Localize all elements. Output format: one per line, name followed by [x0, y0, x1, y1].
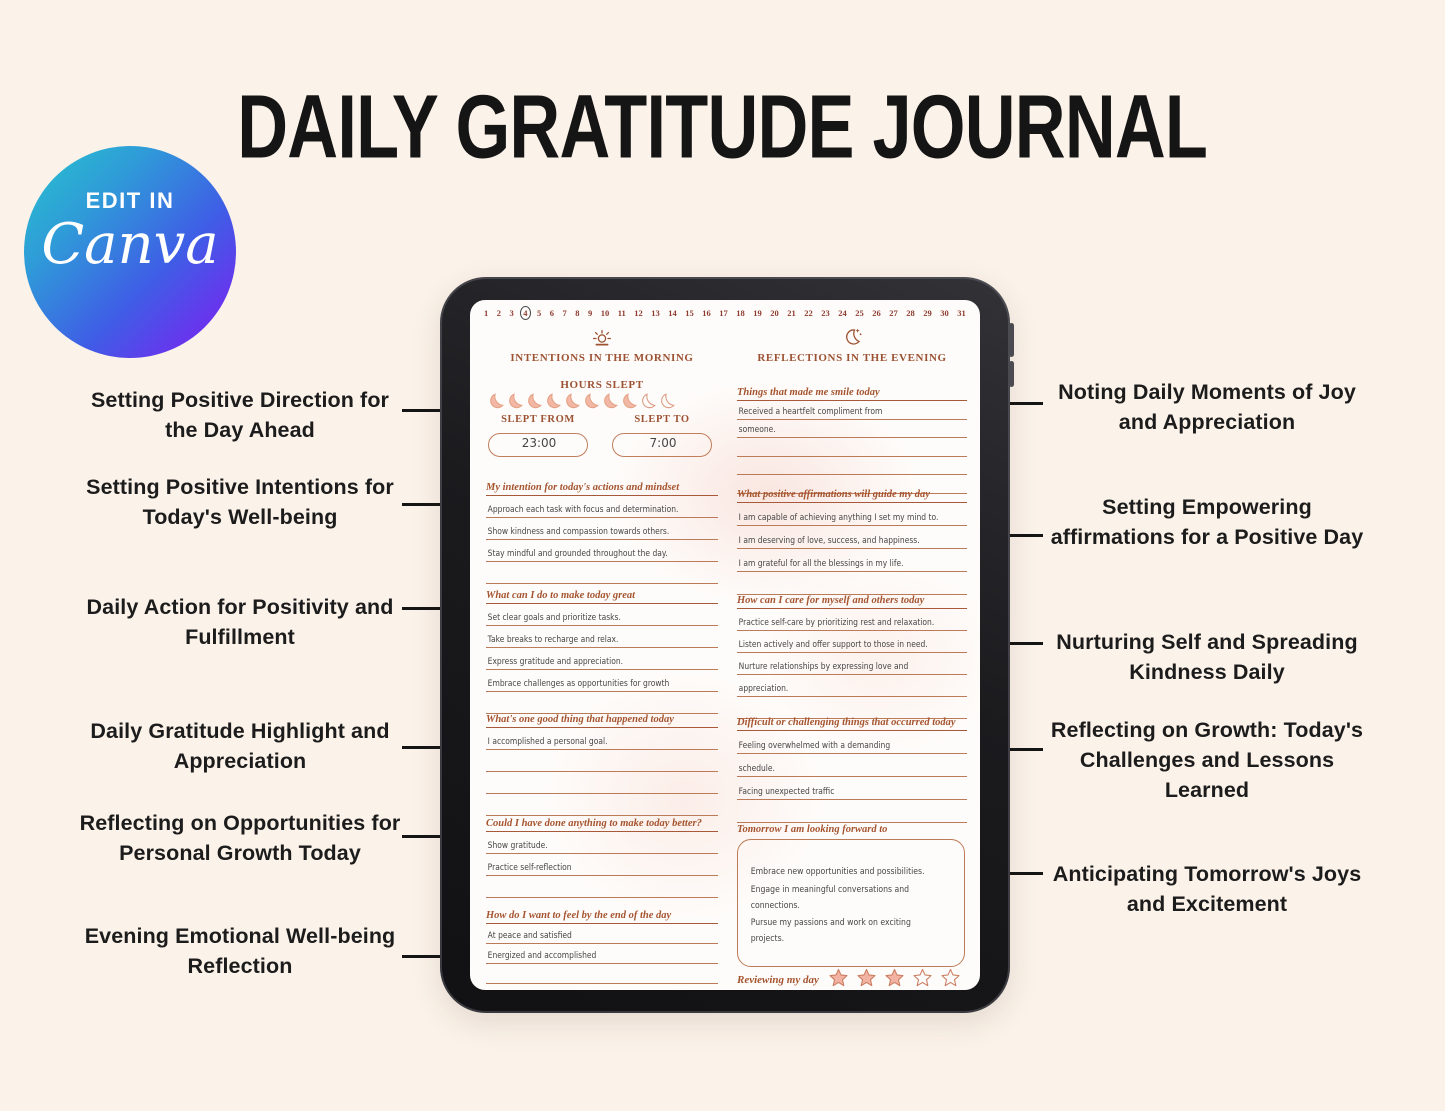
handwritten-entry: Received a heartfelt compliment from — [738, 406, 883, 417]
section-title: My intention for today's actions and mindset — [486, 482, 718, 496]
date-number[interactable]: 24 — [838, 308, 847, 318]
handwritten-entry: Approach each task with focus and determination. — [487, 505, 679, 516]
annotation-smile-today: Noting Daily Moments of Joy and Appreciation — [1058, 380, 1356, 434]
date-number[interactable]: 15 — [685, 308, 694, 318]
annotation-challenges: Reflecting on Growth: Today's Challenges and Lessons Learned — [1050, 718, 1364, 802]
ruled-line-field[interactable] — [737, 438, 967, 457]
ruled-line-field[interactable] — [737, 457, 967, 476]
date-number[interactable]: 9 — [588, 308, 593, 318]
sleep-moon-icon[interactable] — [526, 393, 543, 415]
star-icon[interactable] — [885, 968, 904, 990]
date-number[interactable]: 21 — [787, 308, 796, 318]
date-number[interactable]: 25 — [855, 308, 864, 318]
handwritten-entry: Practice self-care by prioritizing rest and relaxation. — [738, 618, 935, 629]
sleep-times — [488, 414, 712, 457]
section-title: How do I want to feel by the end of the day — [486, 910, 718, 924]
annotation-morning-header: Setting Positive Direction for the Day Ahead — [90, 388, 390, 442]
journal-section — [486, 590, 718, 714]
handwritten-entry: Set clear goals and prioritize tasks. — [487, 613, 621, 624]
date-number[interactable]: 16 — [702, 308, 711, 318]
ruled-line-field[interactable] — [486, 964, 718, 984]
handwritten-entry: Embrace challenges as opportunities for growth — [487, 679, 670, 690]
section-title: How can I care for myself and others today — [737, 595, 967, 609]
edit-in-canva-badge[interactable] — [24, 146, 236, 358]
day-rating — [829, 968, 960, 990]
sleep-moon-icon[interactable] — [545, 393, 562, 415]
handwritten-entry: Facing unexpected traffic — [738, 787, 835, 798]
ruled-line-field[interactable] — [737, 526, 967, 549]
slept-from-field[interactable] — [488, 433, 588, 457]
sleep-moon-icon[interactable] — [583, 393, 600, 415]
star-icon[interactable] — [913, 968, 932, 990]
date-number[interactable]: 5 — [537, 308, 542, 318]
date-number[interactable]: 14 — [668, 308, 677, 318]
ruled-line-field[interactable] — [737, 754, 967, 777]
ruled-line-field[interactable] — [737, 697, 967, 719]
ruled-line-field[interactable] — [737, 549, 967, 572]
journal-section — [486, 714, 718, 816]
ruled-line-field[interactable] — [486, 794, 718, 816]
ruled-line-field[interactable] — [486, 626, 718, 648]
reviewing-my-day-label: Reviewing my day — [737, 974, 819, 986]
handwritten-entry: Pursue my passions and work on exciting projects. — [750, 918, 911, 944]
handwritten-entry: Express gratitude and appreciation. — [487, 657, 624, 668]
ruled-line-field[interactable] — [737, 631, 967, 653]
handwritten-entry: schedule. — [738, 764, 775, 775]
handwritten-entry: I am grateful for all the blessings in my life. — [738, 559, 904, 570]
ruled-line-field[interactable] — [486, 562, 718, 584]
tablet-volume-button — [1009, 361, 1014, 387]
section-title: What can I do to make today great — [486, 590, 718, 604]
sunrise-icon — [591, 328, 613, 355]
hours-slept-label: HOURS SLEPT — [560, 379, 644, 391]
ruled-line-field[interactable] — [486, 854, 718, 876]
ruled-line-field[interactable] — [486, 944, 718, 964]
handwritten-entry: Engage in meaningful conversations and connections. — [750, 884, 910, 911]
journal-section — [737, 717, 967, 823]
moon-stars-icon — [841, 326, 863, 353]
sleep-moon-icon[interactable] — [564, 393, 581, 415]
ruled-line-field[interactable] — [486, 772, 718, 794]
annotation-do-better: Reflecting on Opportunities for Personal Growth Today — [79, 811, 401, 865]
sleep-moon-icon[interactable] — [507, 393, 524, 415]
handwritten-entry: Nurture relationships by expressing love and — [738, 662, 909, 673]
tablet-volume-button — [1009, 323, 1014, 357]
handwritten-entry: Show gratitude. — [487, 841, 548, 852]
ruled-line-field[interactable] — [486, 924, 718, 944]
date-number[interactable]: 19 — [753, 308, 762, 318]
journal-section — [737, 489, 967, 595]
ruled-line-field[interactable] — [486, 750, 718, 772]
morning-header: INTENTIONS IN THE MORNING — [510, 352, 694, 364]
section-title: Could I have done anything to make today better? — [486, 818, 718, 832]
star-icon[interactable] — [941, 968, 960, 990]
ruled-line-field[interactable] — [486, 728, 718, 750]
annotation-make-today-great: Daily Action for Positivity and Fulfillment — [86, 595, 394, 649]
ruled-line-field[interactable] — [737, 401, 967, 420]
ruled-line-field[interactable] — [737, 800, 967, 823]
annotation-self-care: Nurturing Self and Spreading Kindness Daily — [1056, 630, 1358, 684]
ruled-line-field[interactable] — [737, 572, 967, 595]
ruled-line-field[interactable] — [486, 692, 718, 714]
handwritten-entry: Practice self-reflection — [487, 863, 572, 874]
evening-column — [737, 300, 967, 990]
tablet-mockup — [440, 277, 1010, 1013]
ruled-line-field[interactable] — [486, 540, 718, 562]
tomorrow-box-field[interactable] — [737, 839, 965, 967]
slept-to-label: SLEPT TO — [634, 414, 690, 425]
journal-section — [737, 824, 967, 944]
ruled-line-field[interactable] — [486, 984, 718, 990]
slept-to-field[interactable] — [612, 433, 712, 457]
ruled-line-field[interactable] — [737, 420, 967, 439]
section-title: Things that made me smile today — [737, 387, 967, 401]
annotation-tomorrow: Anticipating Tomorrow's Joys and Excitement — [1052, 862, 1362, 916]
ruled-line-field[interactable] — [486, 670, 718, 692]
date-number[interactable]: 27 — [889, 308, 898, 318]
date-number[interactable]: 10 — [600, 308, 610, 318]
star-icon[interactable] — [857, 968, 876, 990]
section-title: Difficult or challenging things that occurred today — [737, 717, 967, 731]
date-number[interactable]: 18 — [736, 308, 745, 318]
journal-section — [486, 482, 718, 584]
annotation-good-thing: Daily Gratitude Highlight and Appreciation — [90, 719, 390, 773]
date-number[interactable]: 20 — [770, 308, 779, 318]
handwritten-entry: I am deserving of love, success, and happiness. — [738, 536, 920, 547]
ruled-line-field[interactable] — [737, 777, 967, 800]
sleep-moon-icon[interactable] — [640, 393, 657, 415]
date-number[interactable]: 12 — [634, 308, 643, 318]
journal-section — [737, 595, 967, 719]
handwritten-entry: Take breaks to recharge and relax. — [487, 635, 619, 646]
date-number[interactable]: 3 — [509, 308, 514, 318]
section-title: What positive affirmations will guide my day — [737, 489, 967, 503]
canva-logo: Canva — [41, 212, 219, 277]
date-number[interactable]: 23 — [821, 308, 830, 318]
handwritten-entry: Show kindness and compassion towards others. — [487, 527, 670, 538]
handwritten-entry: appreciation. — [738, 684, 789, 695]
handwritten-entry: At peace and satisfied — [487, 931, 572, 942]
journal-screen — [470, 300, 980, 990]
ruled-line-field[interactable] — [486, 518, 718, 540]
date-number[interactable]: 13 — [651, 308, 660, 318]
date-number[interactable]: 4 — [520, 306, 531, 320]
ruled-line-field[interactable] — [486, 876, 718, 898]
handwritten-entry: Feeling overwhelmed with a demanding — [738, 741, 891, 752]
slept-to-value: 7:00 — [649, 436, 677, 451]
date-number[interactable]: 26 — [872, 308, 881, 318]
sleep-moon-icon[interactable] — [488, 393, 505, 415]
date-number[interactable]: 29 — [923, 308, 932, 318]
date-number[interactable]: 30 — [940, 308, 949, 318]
date-number[interactable]: 22 — [804, 308, 813, 318]
date-number[interactable]: 6 — [549, 308, 554, 318]
journal-section — [737, 387, 967, 494]
handwritten-entry: Embrace new opportunities and possibilities. — [750, 867, 925, 877]
ruled-line-field[interactable] — [737, 653, 967, 675]
date-number[interactable]: 11 — [617, 308, 626, 318]
date-number[interactable]: 8 — [575, 308, 580, 318]
sleep-moon-icon[interactable] — [602, 393, 619, 415]
section-title: Tomorrow I am looking forward to — [737, 824, 888, 835]
star-icon[interactable] — [829, 968, 848, 990]
sleep-moon-icon[interactable] — [621, 393, 638, 415]
section-title: What's one good thing that happened today — [486, 714, 718, 728]
ruled-line-field[interactable] — [737, 609, 967, 631]
date-number[interactable]: 2 — [496, 308, 501, 318]
annotation-end-of-day-feeling: Evening Emotional Well-being Reflection — [84, 924, 396, 978]
handwritten-entry: Stay mindful and grounded throughout the day. — [487, 549, 668, 560]
handwritten-entry: I accomplished a personal goal. — [487, 737, 608, 748]
date-number[interactable]: 1 — [484, 308, 489, 318]
handwritten-entry: someone. — [738, 425, 776, 436]
date-number[interactable]: 28 — [906, 308, 915, 318]
journal-section — [486, 818, 718, 898]
evening-header: REFLECTIONS IN THE EVENING — [757, 352, 947, 364]
hours-slept-tracker — [488, 393, 676, 415]
handwritten-entry: Listen actively and offer support to those in need. — [738, 640, 928, 651]
annotation-affirmations: Setting Empowering affirmations for a Positive Day — [1050, 495, 1364, 549]
ruled-line-field[interactable] — [486, 496, 718, 518]
ruled-line-field[interactable] — [486, 604, 718, 626]
review-row — [737, 968, 960, 990]
ruled-line-field[interactable] — [486, 648, 718, 670]
slept-from-label: SLEPT FROM — [501, 414, 575, 425]
handwritten-entry: Energized and accomplished — [487, 951, 597, 962]
journal-section — [486, 910, 718, 990]
handwritten-entry: I am capable of achieving anything I set my mind to. — [738, 513, 939, 524]
slept-from-value: 23:00 — [521, 436, 557, 451]
ruled-line-field[interactable] — [737, 731, 967, 754]
page-title: DAILY GRATITUDE JOURNAL — [237, 76, 1208, 177]
sleep-moon-icon[interactable] — [659, 393, 676, 415]
date-number[interactable]: 31 — [957, 308, 966, 318]
ruled-line-field[interactable] — [737, 503, 967, 526]
morning-column — [486, 300, 718, 990]
date-number[interactable]: 7 — [562, 308, 567, 318]
date-number[interactable]: 17 — [719, 308, 728, 318]
ruled-line-field[interactable] — [486, 832, 718, 854]
badge-edit-in-label: EDIT IN — [85, 188, 175, 213]
ruled-line-field[interactable] — [737, 675, 967, 697]
annotation-intentions: Setting Positive Intentions for Today's Well-being — [86, 475, 394, 529]
